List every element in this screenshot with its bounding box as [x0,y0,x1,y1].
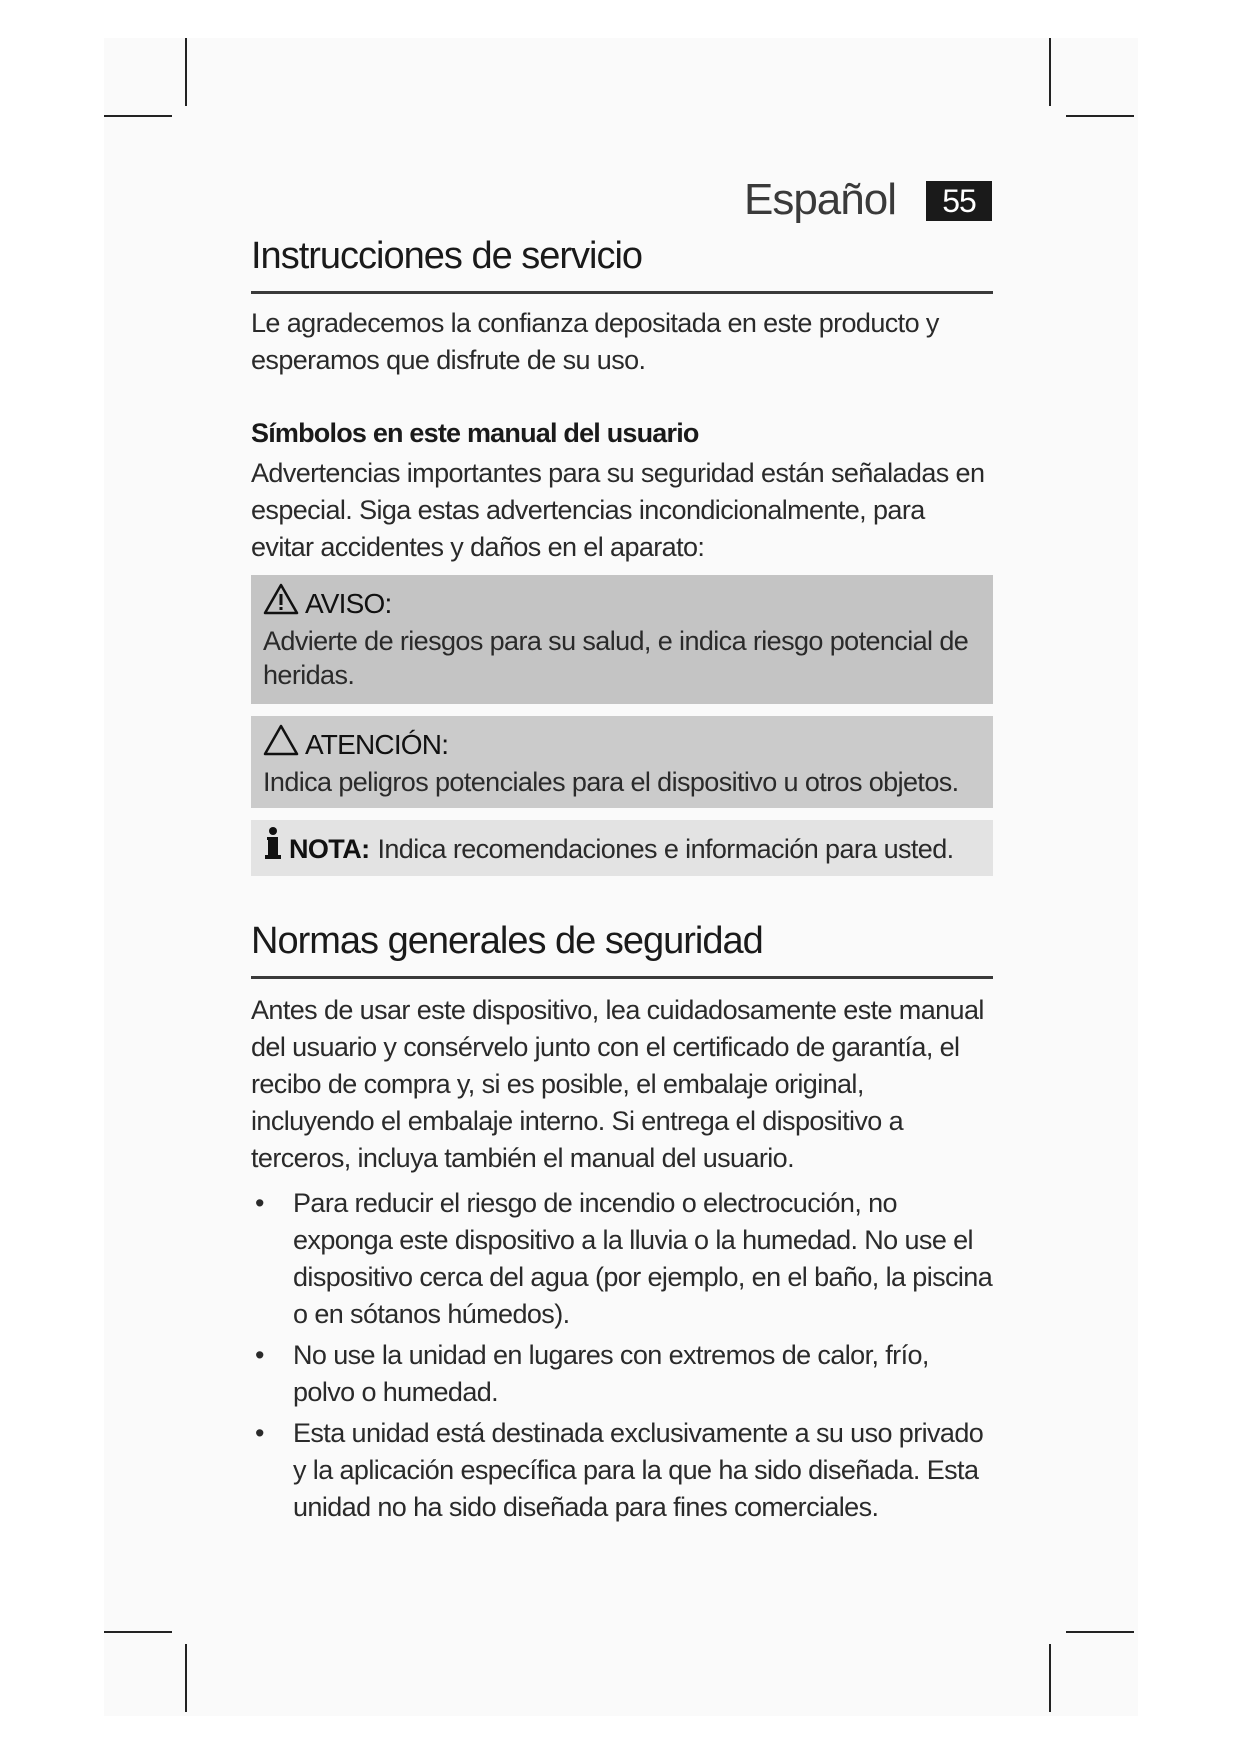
page-number: 55 [926,181,992,221]
caution-text: Indica peligros potenciales para el dispositivo u otros objetos. [263,767,959,797]
warning-text: Advierte de riesgos para su salud, e indica riesgo potencial de heridas. [263,626,969,690]
list-item [251,1185,993,1333]
safety-bullets-block [251,1185,993,1526]
bullet-text: Para reducir el riesgo de incendio o electrocución, no exponga este dispositivo a la lluvia o la humedad. No use el dispositivo cerca del agua (por ejemplo, en el baño, la piscina o en sótanos húmedos). [293,1188,993,1329]
warning-notice [251,575,993,704]
warning-title-row [263,583,981,624]
intro-paragraph [251,305,993,379]
crop-mark-top-right-vertical [1049,38,1051,106]
crop-mark-bottom-left-horizontal [104,1631,172,1633]
section-title-instructions: Instrucciones de servicio [251,233,993,294]
bullet-dot: • [255,1340,264,1370]
warning-triangle-icon [263,583,299,624]
section-general-safety [251,918,993,979]
section-title-safety: Normas generales de seguridad [251,918,993,979]
bullet-text: Esta unidad está destinada exclusivamente a su uso privado y la aplicación específica para la que ha sido diseñada. Esta unidad no ha sido diseñada para fines comerciales. [293,1418,984,1522]
bullet-text: No use la unidad en lugares con extremos de calor, frío, polvo o humedad. [293,1340,929,1407]
symbols-block [251,415,993,566]
safety-bullet-list [251,1185,993,1526]
note-line [263,826,981,871]
crop-mark-bottom-right-vertical [1049,1644,1051,1712]
note-label: NOTA: [289,833,370,864]
list-item [251,1415,993,1526]
bullet-dot: • [255,1418,264,1448]
crop-mark-bottom-left-vertical [185,1644,187,1712]
crop-mark-bottom-right-horizontal [1066,1631,1134,1633]
safety-intro-text: Antes de usar este dispositivo, lea cuidadosamente este manual del usuario y consérvelo junto con el certificado de garantía, el recibo de compra y, si es posible, el embalaje original, incluyendo el embalaje interno. Si entrega el dispositivo a terceros, incluya también el manual del usuario. [251,995,984,1173]
caution-title-row [263,724,981,765]
language-label: Español [743,175,896,224]
caution-title: ATENCIÓN: [305,728,449,760]
crop-mark-top-right-horizontal [1066,115,1134,117]
note-text: Indica recomendaciones e información para usted. [377,833,954,864]
list-item [251,1337,993,1411]
symbols-text: Advertencias importantes para su seguridad están señaladas en especial. Siga estas advertencias incondicionalmente, para evitar accidentes y daños en el aparato: [251,458,985,562]
symbols-heading: Símbolos en este manual del usuario [251,418,699,448]
caution-notice [251,716,993,808]
warning-title: AVISO: [305,587,392,619]
caution-triangle-icon [263,724,299,765]
section-operating-instructions [251,233,993,294]
intro-text: Le agradecemos la confianza depositada en este producto y esperamos que disfrute de su uso. [251,308,939,375]
safety-intro-block [251,992,993,1177]
info-icon [263,826,283,871]
note-notice [251,820,993,876]
crop-mark-top-left-horizontal [104,115,172,117]
bullet-dot: • [255,1188,264,1218]
crop-mark-top-left-vertical [185,38,187,106]
